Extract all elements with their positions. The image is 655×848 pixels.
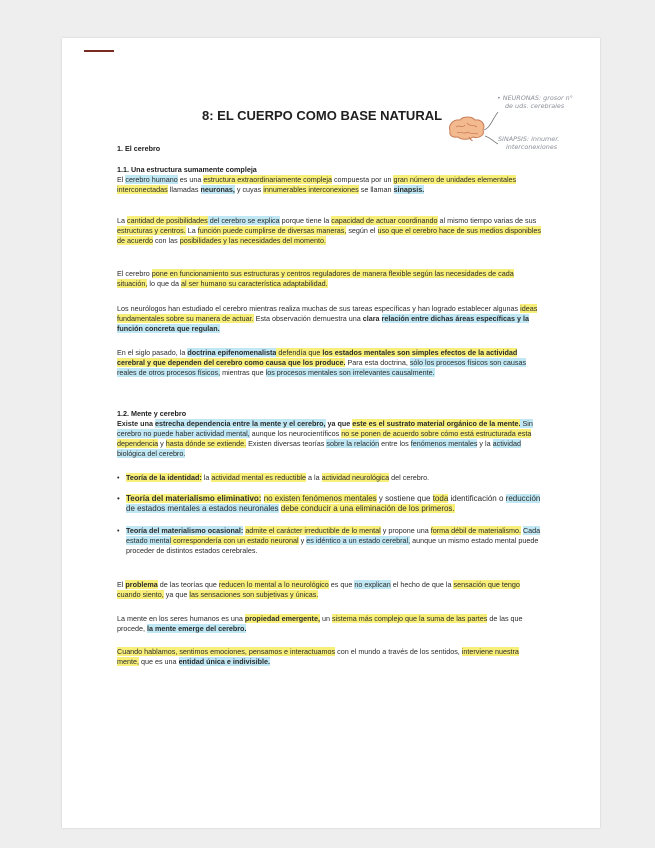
text-segment: correspondería con un estado neuronal	[171, 536, 299, 545]
paragraph	[117, 580, 541, 600]
text-segment: al mismo tiempo varias de sus	[437, 216, 537, 225]
text-segment: que es una	[138, 657, 179, 666]
text-segment: forma débil de materialismo.	[430, 526, 521, 535]
text-segment: Esta observación demuestra una	[253, 314, 363, 323]
text-segment: Existe una	[117, 419, 155, 428]
text-segment: cantidad de posibilidades	[127, 216, 208, 225]
text-segment: gran número de unidades elementales interconectadas	[117, 175, 517, 194]
paragraph	[117, 216, 541, 246]
text-segment: posibilidades y las necesidades del momento.	[179, 236, 326, 245]
text-segment: no existen fenómenos mentales	[263, 494, 377, 503]
text-segment: identificación o	[448, 494, 506, 503]
text-segment: del cerebro se explica	[207, 216, 280, 225]
text-segment: doctrina epifenomenalista	[187, 348, 277, 357]
text-segment: sobre la relación	[326, 439, 380, 448]
text-segment: ideas fundamentales sobre su manera de actuar.	[117, 304, 538, 323]
text-segment: aunque un mismo estado mental puede proceder de distintos estados cerebrales.	[126, 536, 539, 555]
text-segment: a la	[306, 473, 322, 482]
text-segment: y cuyas	[234, 185, 264, 194]
paragraph	[117, 419, 541, 459]
text-segment: no explican	[354, 580, 391, 589]
text-segment: según el	[346, 226, 378, 235]
text-segment: sistema más complejo que la suma de las partes	[331, 614, 488, 623]
text-segment: El	[117, 175, 126, 184]
text-segment: aunque los neurocientíficos	[249, 429, 342, 438]
text-segment: y la	[477, 439, 493, 448]
text-segment: estrecha dependencia entre la mente y el cerebro,	[154, 419, 326, 428]
text-segment: Teoría del materialismo eliminativo:	[126, 494, 262, 503]
text-segment: hasta dónde se extiende.	[165, 439, 247, 448]
text-segment: defendía que	[276, 348, 323, 357]
text-segment: Teoría del materialismo ocasional:	[126, 526, 244, 535]
text-segment: y propone una	[380, 526, 431, 535]
text-segment: debe conducir a una eliminación de los primeros.	[280, 504, 455, 513]
text-segment: porque tiene la	[279, 216, 332, 225]
text-segment: innumerables interconexiones	[263, 185, 359, 194]
text-segment: es idéntico a un estado cerebral,	[306, 536, 411, 545]
document-page	[62, 38, 600, 828]
text-segment: estructura extraordinariamente compleja	[203, 175, 332, 184]
text-segment: compuesta por un	[331, 175, 394, 184]
subsection-heading-mente-cerebro: 1.2. Mente y cerebro	[117, 409, 187, 418]
handwritten-note-neuronas: • NEURONAS: grosor n° de uds. cerebrales	[497, 94, 573, 110]
page-title: 8: EL CUERPO COMO BASE NATURAL	[202, 108, 443, 123]
paragraph	[117, 269, 541, 289]
text-segment: y	[158, 439, 166, 448]
text-segment: sólo los procesos físicos son causas reales de otros procesos físicos,	[117, 358, 527, 377]
text-segment: reducción de estados mentales a estados neuronales	[126, 494, 541, 513]
text-segment: uso que el cerebro hace de sus medios disponibles de acuerdo	[117, 226, 541, 245]
text-segment: la mente emerge del cerebro.	[146, 624, 247, 633]
text-segment: cerebro humano	[125, 175, 178, 184]
paragraph	[117, 614, 541, 634]
paragraph	[117, 175, 541, 195]
text-segment: sinapsis.	[393, 185, 425, 194]
text-segment: con el mundo a través de los sentidos,	[335, 647, 462, 656]
text-segment: ya que	[325, 419, 353, 428]
text-segment: toda	[432, 494, 449, 503]
text-segment: clara	[362, 314, 382, 323]
text-segment: La	[117, 216, 127, 225]
text-segment: ya que	[163, 590, 190, 599]
text-segment: los procesos mentales son irrelevantes causalmente.	[265, 368, 435, 377]
text-segment: de las teorías que	[157, 580, 219, 589]
paragraph	[117, 647, 541, 667]
handwritten-note-sinapsis: SINAPSIS: innumer. interconexiones	[498, 135, 560, 151]
text-segment: y	[298, 536, 307, 545]
text-segment: sensación que tengo cuando siento,	[117, 580, 520, 599]
list-item	[117, 473, 541, 483]
text-segment: problema	[125, 580, 158, 589]
text-segment: La mente en los seres humanos es una	[117, 614, 245, 623]
text-segment: Cada estado mental	[126, 526, 541, 545]
text-segment: Sin cerebro no puede haber actividad mental,	[117, 419, 533, 438]
text-segment: un	[319, 614, 332, 623]
text-segment: estructuras y centros.	[117, 226, 186, 235]
text-segment: del cerebro.	[389, 473, 430, 482]
text-segment: este es el sustrato material orgánico de la mente.	[352, 419, 521, 428]
text-segment: el hecho de que la	[390, 580, 454, 589]
text-segment: Para esta doctrina,	[345, 358, 410, 367]
text-segment: las sensaciones son subjetivas y únicas.	[189, 590, 319, 599]
text-segment: lo que da	[147, 279, 181, 288]
text-segment: pone en funcionamiento sus estructuras y centros reguladores de manera flexible según las necesidades de cada situación,	[117, 269, 514, 288]
list-item	[117, 494, 541, 514]
paragraph	[117, 348, 541, 378]
red-pen-mark	[84, 50, 114, 52]
section-heading-el-cerebro: 1. El cerebro	[117, 144, 161, 153]
subsection-heading-estructura: 1.1. Una estructura sumamente compleja	[117, 165, 257, 174]
text-segment: Los neurólogos han estudiado el cerebro mientras realiza muchas de sus tareas específicas y han logrado establecer algunas	[117, 304, 521, 313]
text-segment: actividad neurológica	[321, 473, 390, 482]
text-segment: interviene nuestra mente,	[117, 647, 519, 666]
text-segment: de las que procede,	[117, 614, 523, 633]
text-segment: actividad biológica del cerebro.	[117, 439, 521, 458]
text-segment: admite el carácter irreductible de lo mental	[245, 526, 381, 535]
text-segment: relación entre dichas áreas específicas y la función concreta que regulan.	[117, 314, 529, 333]
text-segment: es que	[328, 580, 355, 589]
text-segment: Existen diversas teorías	[246, 439, 327, 448]
paragraph	[117, 304, 541, 334]
text-segment: no se ponen de acuerdo sobre cómo está estructurada esta dependencia	[117, 429, 532, 448]
text-segment: capacidad de actuar coordinando	[331, 216, 438, 225]
text-segment: Cuando hablamos, sentimos emociones, pensamos e interactuamos	[117, 647, 336, 656]
text-segment: La	[185, 226, 198, 235]
text-segment: la	[201, 473, 212, 482]
text-segment: reducen lo mental a lo neurológico	[218, 580, 329, 589]
brain-doodle-icon	[447, 115, 487, 141]
text-segment: llamadas	[167, 185, 201, 194]
text-segment: y sostiene que	[376, 494, 433, 503]
text-segment: neuronas,	[200, 185, 235, 194]
theories-list	[117, 473, 541, 556]
text-segment: actividad mental es reductible	[211, 473, 307, 482]
text-segment: propiedad emergente,	[244, 614, 320, 623]
text-segment: al ser humano su característica adaptabilidad.	[180, 279, 328, 288]
text-segment: fenómenos mentales	[410, 439, 478, 448]
text-segment: En el siglo pasado, la	[117, 348, 188, 357]
text-segment: mientras que	[220, 368, 266, 377]
text-segment: Teoría de la identidad:	[126, 473, 202, 482]
text-segment: los estados mentales son simples efectos de la actividad cerebral y que dependen del cerebro como causa que los produce.	[117, 348, 518, 367]
text-segment: función puede cumplirse de diversas maneras,	[197, 226, 347, 235]
text-segment: El	[117, 580, 126, 589]
text-segment: es una	[177, 175, 204, 184]
list-item	[117, 526, 541, 556]
text-segment: se llaman	[358, 185, 394, 194]
text-segment: con las	[152, 236, 180, 245]
text-segment: El cerebro	[117, 269, 152, 278]
text-segment: entre los	[379, 439, 411, 448]
text-segment: entidad única e indivisible.	[178, 657, 271, 666]
